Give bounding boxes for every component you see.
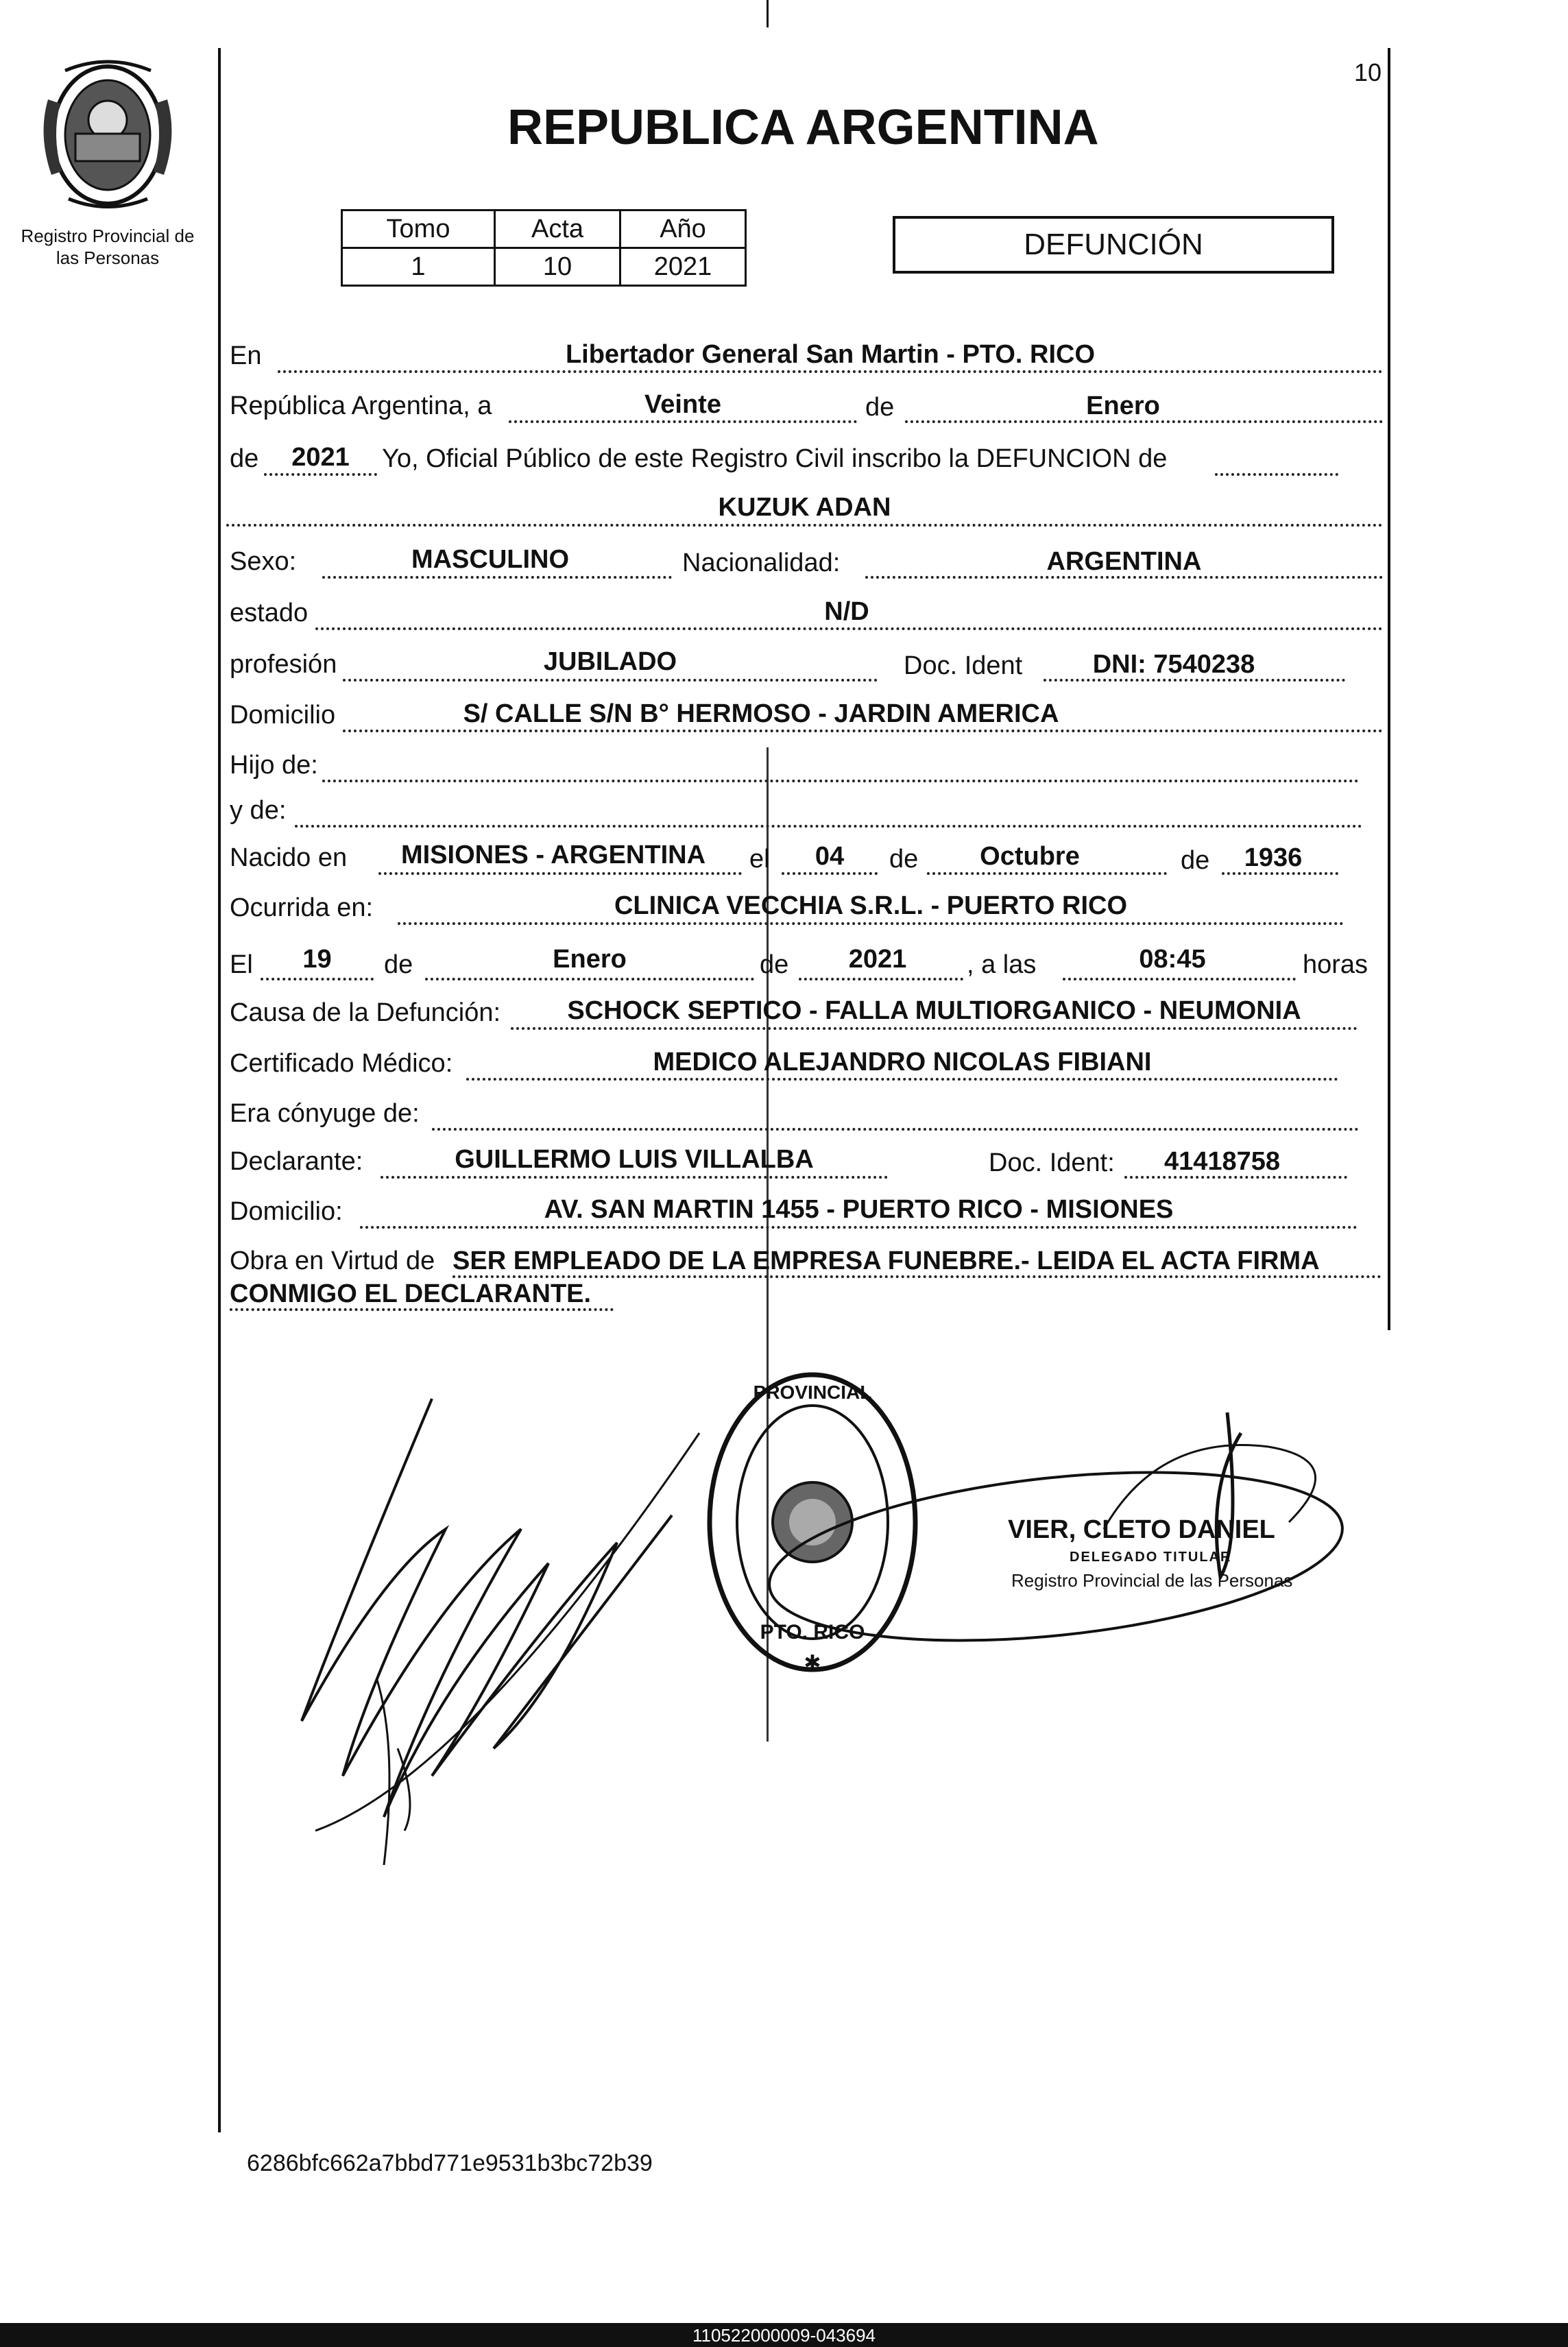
profesion-line <box>343 679 878 682</box>
obra-value-line2: CONMIGO EL DECLARANTE. <box>230 1279 592 1308</box>
yo-trailing-line <box>1215 473 1338 476</box>
obra-line1 <box>453 1275 1382 1278</box>
sexo-line <box>322 576 672 579</box>
en-value: Libertador General San Martin - PTO. RICO <box>565 340 1096 369</box>
certificado-line <box>466 1078 1338 1081</box>
day-value: Veinte <box>644 390 721 419</box>
year-value: 2021 <box>291 443 350 472</box>
nacido-value: MISIONES - ARGENTINA <box>400 841 706 869</box>
acta-header: Acta <box>495 210 620 248</box>
el2-label: El <box>230 950 253 979</box>
obra-value-line1: SER EMPLEADO DE LA EMPRESA FUNEBRE.- LEIDA EL ACTA FIRMA <box>453 1247 1320 1275</box>
de6-label: de <box>760 950 789 979</box>
en-label: En <box>230 341 262 370</box>
birth-month: Octubre <box>980 842 1080 871</box>
declarante-signature <box>261 1392 713 1872</box>
tomo-value: 1 <box>342 248 495 286</box>
republica-label: República Argentina, a <box>230 392 492 420</box>
yde-line <box>295 825 1362 828</box>
month-line <box>905 420 1383 423</box>
death-month: Enero <box>553 945 627 974</box>
deceased-name: KUZUK ADAN <box>718 493 891 522</box>
anio-value: 2021 <box>620 248 746 286</box>
doc-line <box>1044 679 1345 682</box>
obra-label: Obra en Virtud de <box>230 1247 435 1275</box>
domicilio2-value: AV. SAN MARTIN 1455 - PUERTO RICO - MISIONES <box>544 1195 1174 1224</box>
hijo-line <box>322 780 1359 782</box>
causa-value: SCHOCK SEPTICO - FALLA MULTIORGANICO - NEUMONIA <box>567 996 1301 1025</box>
birth-day-line <box>782 872 878 875</box>
en-line <box>278 370 1383 373</box>
barcode-text: 110522000009-043694 <box>692 2325 876 2346</box>
anio-header: Año <box>620 210 746 248</box>
death-year: 2021 <box>848 945 907 974</box>
domicilio-label: Domicilio <box>230 701 336 730</box>
death-year-line <box>799 978 963 980</box>
declarante-label: Declarante: <box>230 1147 363 1176</box>
birth-day: 04 <box>815 842 845 871</box>
domicilio2-line <box>360 1226 1358 1229</box>
month-value: Enero <box>1086 392 1160 420</box>
doc-value: DNI: 7540238 <box>1092 650 1255 679</box>
domicilio2-label: Domicilio: <box>230 1197 343 1226</box>
official-title: DELEGADO TITULAR <box>1070 1550 1232 1565</box>
declarante-line <box>381 1176 888 1179</box>
doc2-label: Doc. Ident: <box>989 1148 1115 1177</box>
official-name: VIER, CLETO DANIEL <box>1008 1515 1275 1544</box>
tomo-header: Tomo <box>342 210 495 248</box>
yo-text: Yo, Oficial Público de este Registro Civil inscribo la DEFUNCION de <box>382 444 1168 473</box>
stamp-center-text: PTO. RICO <box>760 1621 865 1644</box>
nacido-label: Nacido en <box>230 843 348 872</box>
svg-text:PROVINCIAL: PROVINCIAL <box>753 1382 872 1403</box>
certificado-value: MEDICO ALEJANDRO NICOLAS FIBIANI <box>653 1048 1152 1076</box>
ocurrida-value: CLINICA VECCHIA S.R.L. - PUERTO RICO <box>614 891 1128 920</box>
record-type-box: DEFUNCIÓN <box>893 216 1334 274</box>
de-label: de <box>865 393 895 422</box>
obra-line2 <box>230 1308 614 1311</box>
doc2-value: 41418758 <box>1163 1147 1281 1176</box>
profesion-value: JUBILADO <box>543 647 677 676</box>
official-org: Registro Provincial de las Personas <box>1011 1570 1293 1591</box>
nacionalidad-label: Nacionalidad: <box>682 549 841 577</box>
death-time-line <box>1063 978 1296 980</box>
ocurrida-line <box>398 922 1344 925</box>
birth-month-line <box>927 872 1167 875</box>
name-line <box>226 524 1383 527</box>
conyuge-line <box>432 1128 1359 1131</box>
certificado-label: Certificado Médico: <box>230 1049 453 1078</box>
page-number: 10 <box>1354 58 1382 86</box>
day-line <box>509 420 857 423</box>
death-month-line <box>425 978 754 980</box>
document-title: REPUBLICA ARGENTINA <box>507 100 1099 155</box>
document-hash: 6286bfc662a7bbd771e9531b3bc72b39 <box>247 2150 653 2176</box>
right-margin-rule <box>1388 48 1390 1330</box>
death-day: 19 <box>302 945 332 974</box>
causa-label: Causa de la Defunción: <box>230 998 501 1027</box>
doc2-line <box>1124 1176 1347 1179</box>
de5-label: de <box>384 950 413 979</box>
estado-label: estado <box>230 599 309 627</box>
domicilio-value: S/ CALLE S/N B° HERMOSO - JARDIN AMERICA <box>463 699 1059 728</box>
volume-table <box>341 209 747 287</box>
doc-label: Doc. Ident <box>904 651 1023 680</box>
estado-value: N/D <box>824 597 869 626</box>
ocurrida-label: Ocurrida en: <box>230 893 374 922</box>
el-label: el <box>749 845 770 874</box>
horas-label: horas <box>1303 950 1368 979</box>
alas-label: , a las <box>967 950 1037 979</box>
de4-label: de <box>1181 846 1210 875</box>
domicilio-line <box>343 730 1383 732</box>
sexo-value: MASCULINO <box>411 545 570 574</box>
nacionalidad-line <box>865 576 1383 579</box>
conyuge-label: Era cónyuge de: <box>230 1099 420 1128</box>
nacionalidad-value: ARGENTINA <box>1046 547 1202 576</box>
birth-year: 1936 <box>1244 843 1303 872</box>
de3-label: de <box>889 845 919 874</box>
svg-text:✱: ✱ <box>804 1652 821 1674</box>
province-seal-logo <box>34 58 182 213</box>
year-line <box>264 473 377 476</box>
declarante-value: GUILLERMO LUIS VILLALBA <box>455 1145 814 1174</box>
sexo-label: Sexo: <box>230 547 297 576</box>
de2-label: de <box>230 444 259 473</box>
left-margin-rule <box>218 48 221 2132</box>
estado-line <box>315 627 1383 630</box>
top-fold-tick <box>767 0 769 27</box>
acta-value: 10 <box>495 248 620 286</box>
registry-name: Registro Provincial de las Personas <box>21 226 195 268</box>
death-time: 08:45 <box>1139 945 1206 974</box>
yde-label: y de: <box>230 796 287 825</box>
causa-line <box>511 1027 1358 1030</box>
birth-year-line <box>1222 872 1338 875</box>
death-day-line <box>261 978 374 980</box>
nacido-line <box>378 872 742 875</box>
profesion-label: profesión <box>230 650 337 679</box>
hijo-label: Hijo de: <box>230 751 318 780</box>
